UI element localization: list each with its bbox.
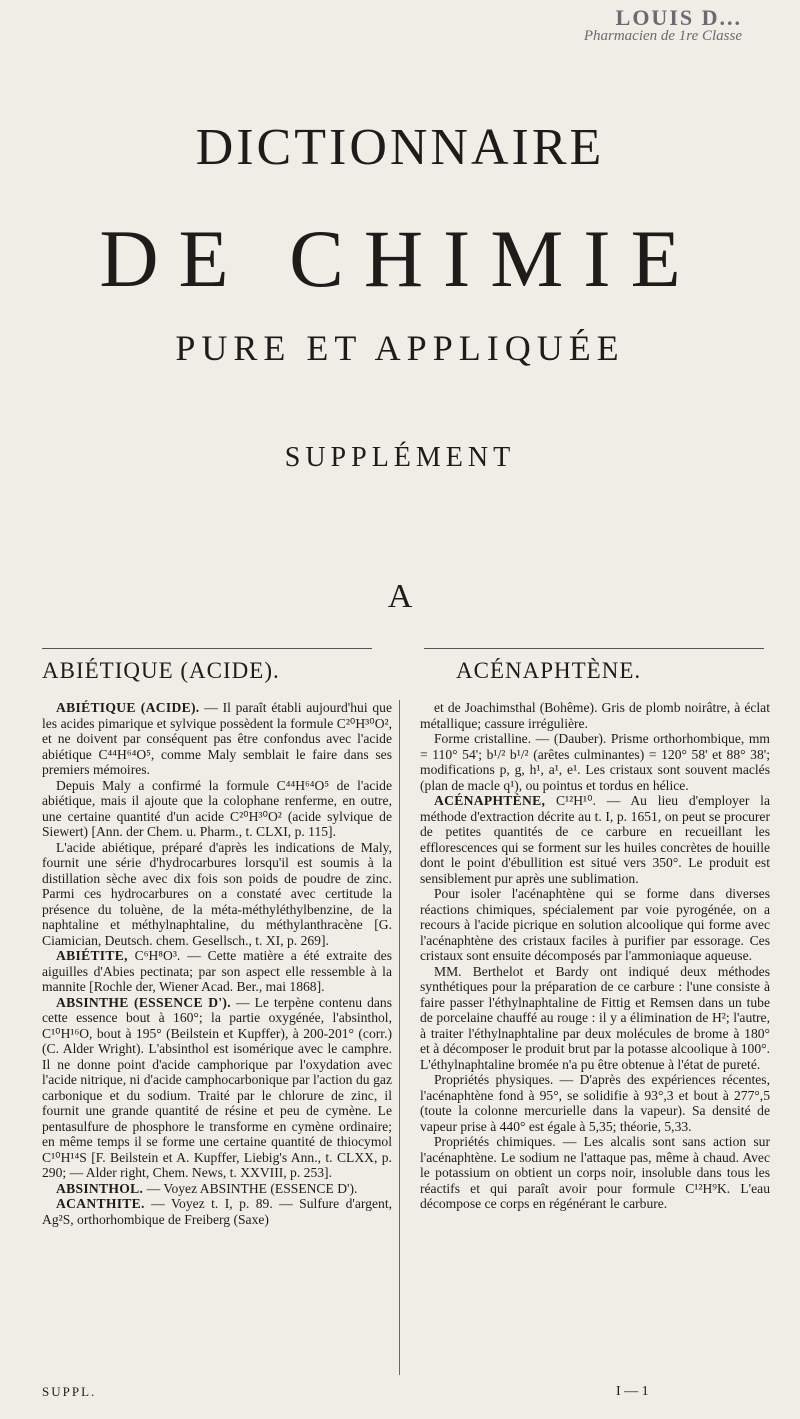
paragraph-text: — Le terpène contenu dans cette essence bout à 160°; la partie oxygénée, l'absinthol, C¹⁰H¹⁶O, bout à 195° (Beilstein et Kupffer), à 200-201° (corr.) (C. Alder Wright). L'absinthol est isomérique avec le camphre. Il ne donne point d'acide camphorique par l'oxydation avec l'acide nitrique, ni d'acide camphocarbonique par l'action du gaz carbonique et du sodium. Traité par le chlorure de zinc, il fournit une grande quantité de résine et peu de cymène. Le pentasulfure de phosphore le transforme en cymène ordinaire; en même temps il se forme une certaine quantité de thiocymol C¹⁰H¹⁴S [F. Beilstein et A. Kupffer, Liebig's Ann., t. CLXX, p. 290; — Alder right, Chem. News, t. XXVIII, p. 253]. — [42, 994, 392, 1180]
paragraph — [42, 995, 392, 1181]
footer-page-number: I — 1 — [616, 1384, 649, 1399]
title-pure-appliquee: PURE ET APPLIQUÉE — [175, 328, 625, 368]
paragraph-text: — Il paraît établi aujourd'hui que les acides pimarique et sylvique possèdent la formule C²⁰H³⁰O², et ne doivent par conséquent pas être confondus avec l'acide abiétique C⁴⁴H⁶⁴O⁵, comme Maly semblait le faire dans ses premiers mémoires. — [42, 700, 392, 777]
right-header-rule — [424, 648, 764, 649]
paragraph-text: Pour isoler l'acénaphtène qui se forme dans diverses réactions chimiques, spécialement par voie pyrogénée, on a recours à l'acide picrique en solution alcoolique qui forme avec l'acénaphtène des cristaux faciles à purifier par essorage. Ces cristaux sont ensuite décomposés par l'ammoniaque aqueuse. — [420, 886, 770, 963]
title-de-chimie: DE CHIMIE — [99, 213, 701, 304]
paragraph-text: — Voyez t. I, p. 89. — Sulfure d'argent, Ag²S, orthorhombique de Freiberg (Saxe) — [42, 1196, 392, 1227]
paragraph — [420, 964, 770, 1073]
right-column — [420, 700, 770, 1212]
title-supplement: SUPPLÉMENT — [284, 442, 516, 473]
paragraph-text: — Voyez ABSINTHE (ESSENCE D'). — [143, 1180, 358, 1196]
section-letter: A — [387, 578, 413, 615]
paragraph-text: C⁶H⁸O³. — Cette matière a été extraite des aiguilles d'Abies pectinata; par son aspect elle ressemble à la mannite [Rochle der, Wiener Acad. Ber., mai 1868]. — [42, 948, 392, 994]
paragraph-text: et de Joachimsthal (Bohême). Gris de plomb noirâtre, à éclat métallique; cassure irrégulière. — [420, 700, 770, 731]
paragraph-text: L'acide abiétique, préparé d'après les indications de Maly, fournit une série d'hydrocarbures lorsqu'il est soumis à la distillation sèche avec dix fois son poids de poudre de zinc. Parmi ces hydrocarbures on a constaté avec certitude la présence du toluène, de la méta-méthyléthylbenzine, de la naphtaline et méthylnaphtaline, du méthylanthracène [G. Ciamician, Deutsch. chem. Gesellsch., t. XI, p. 269]. — [42, 839, 392, 948]
entry-heading: ABSINTHE (ESSENCE D'). — [56, 994, 231, 1010]
paragraph-text: MM. Berthelot et Bardy ont indiqué deux méthodes synthétiques pour la préparation de ce carbure : l'une consiste à faire passer l'éthylnaphtaline de Fittig et Remsen dans un tube de porcelaine chauffé au rouge : il y a élimination de H²; l'autre, à traiter l'éthylnaphtaline par deux molécules de brome à 180° et à décomposer le produit brut par la potasse alcoolique à 100°. L'éthylnaphtaline bromée n'a pu être obtenue à l'état de pureté. — [420, 963, 770, 1072]
paragraph — [42, 700, 392, 778]
paragraph — [42, 778, 392, 840]
paragraph-text: Forme cristalline. — (Dauber). Prisme orthorhombique, mm = 110° 54'; b¹/² b¹/² (arêtes culminantes) = 120° 58' et 88° 38'; modifications p, g, h¹, a¹, e¹. Les cristaux sont souvent maclés (plan de macle q¹), ou pointus et tordus en hélice. — [420, 731, 770, 793]
left-column — [42, 700, 392, 1227]
running-head-right: ACÉNAPHTÈNE. — [456, 658, 642, 683]
entry-heading: ABIÉTITE, — [56, 948, 128, 963]
paragraph — [420, 886, 770, 964]
paragraph — [42, 948, 392, 995]
entry-heading: ABSINTHOL. — [56, 1180, 144, 1196]
paragraph-text: Propriétés chimiques. — Les alcalis sont sans action sur l'acénaphtène. Le sodium ne l'attaque pas, même à chaud. Avec le potassium on obtient un corps noir, insoluble dans tous les réactifs et qui paraît avoir pour formule C¹²H⁹K. L'eau décompose ce corps en régénérant le carbure. — [420, 1134, 770, 1211]
paragraph-text: C¹²H¹⁰. — Au lieu d'employer la méthode d'extraction décrite au t. I, p. 1651, on peut se procurer de petites quantités de ce carbure en recueillant les efflorescences qui se forment sur les huiles concrètes de houille dont le point d'ébullition est situé vers 350°. Le produit est sensiblement pur après une sublimation. — [420, 793, 770, 886]
entry-heading: ACANTHITE. — [56, 1196, 145, 1211]
paragraph — [42, 1196, 392, 1227]
paragraph — [420, 1134, 770, 1212]
entry-heading: ABIÉTIQUE (ACIDE). — [56, 700, 200, 715]
entry-heading: ACÉNAPHTÈNE, — [434, 793, 546, 808]
paragraph — [42, 1181, 392, 1197]
pharmacy-stamp — [482, 6, 742, 45]
left-header-rule — [42, 648, 372, 649]
paragraph-text: Depuis Maly a confirmé la formule C⁴⁴H⁶⁴O⁵ de l'acide abiétique, mais il ajoute que la colophane renferme, en outre, une certaine quantité d'un acide C²⁰H³⁰O² (acide sylvique de Siewert) [Ann. der Chem. u. Pharm., t. CLXI, p. 115]. — [42, 777, 392, 839]
title-dictionnaire: DICTIONNAIRE — [195, 119, 605, 176]
stamp-line-1: LOUIS D... — [615, 5, 742, 30]
footer-signature: SUPPL. — [42, 1384, 97, 1399]
paragraph — [42, 840, 392, 949]
paragraph — [420, 793, 770, 886]
paragraph — [420, 731, 770, 793]
running-head-left: ABIÉTIQUE (ACIDE). — [42, 658, 280, 683]
stamp-line-2: Pharmacien de 1re Classe — [583, 28, 742, 45]
paragraph-text: Propriétés physiques. — D'après des expériences récentes, l'acénaphtène fond à 95°, se solidifie à 93°,3 et bout à 277°,5 (toute la colonne mercurielle dans la vapeur). Sa densité de vapeur prise à 440° est égale à 5,35; théorie, 5,33. — [420, 1072, 770, 1134]
column-divider — [399, 700, 400, 1375]
paragraph — [420, 1072, 770, 1134]
paragraph — [420, 700, 770, 731]
